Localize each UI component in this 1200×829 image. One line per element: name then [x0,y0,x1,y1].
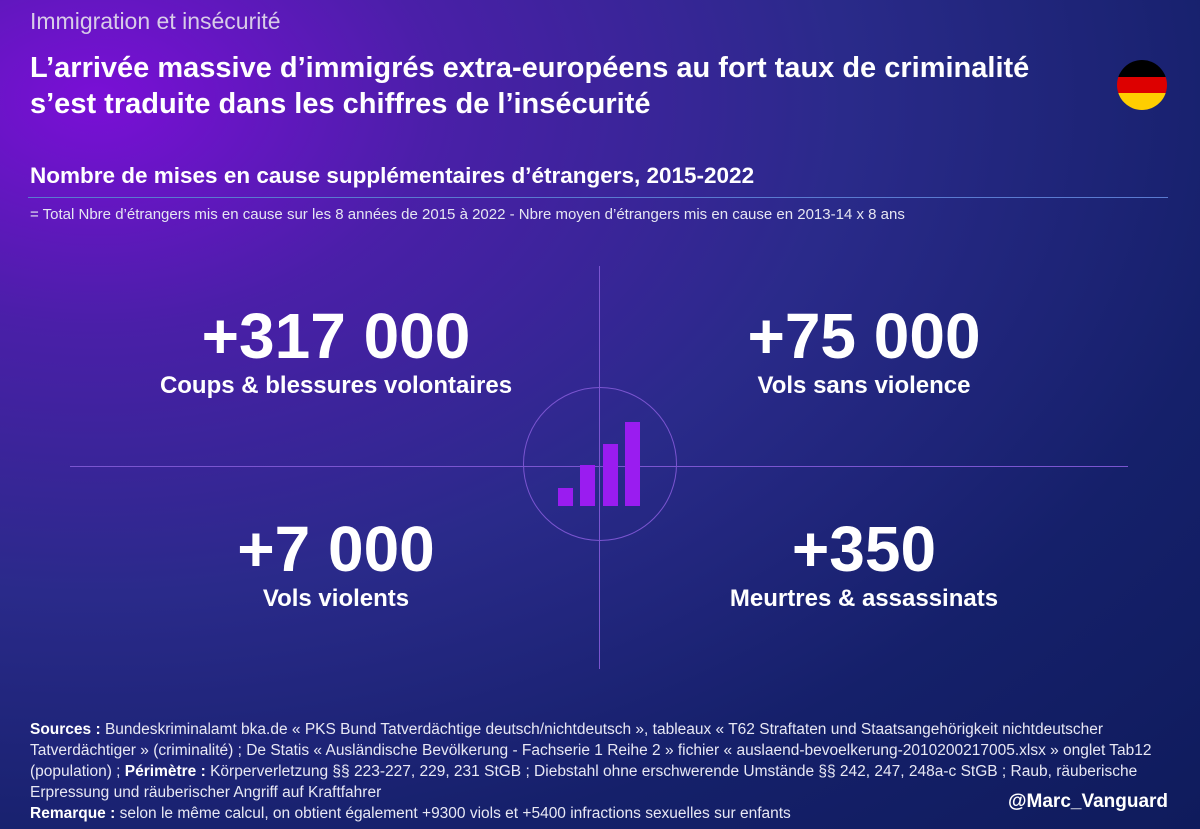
perimetre-text: Körperverletzung §§ 223-227, 229, 231 StGB ; Diebstahl ohne erschwerende Umstände §§ 242, 247, 248a-c StGB ; Raub, räuberische Erpressung und räuberischer Angriff auf Kraftfahrer [30,763,1138,801]
formula-note: = Total Nbre d’étrangers mis en cause sur les 8 années de 2015 à 2022 - Nbre moyen d’étrangers mis en cause en 2013-14 x 8 ans [30,206,905,223]
headline: L’arrivée massive d’immigrés extra-européens au fort taux de criminalité s’est traduite dans les chiffres de l’insécurité [30,52,1030,120]
sources-footer [30,719,1170,824]
remarque-label: Remarque : [30,805,116,822]
stat-assault [76,300,596,400]
germany-flag-icon [1117,60,1167,110]
perimetre-label: Périmètre : [124,763,206,780]
section-divider [28,197,1168,198]
stat-value: +317 000 [201,300,471,372]
category-label: Immigration et insécurité [30,8,281,34]
stat-label: Vols sans violence [757,372,971,399]
author-handle: @Marc_Vanguard [1008,791,1169,812]
stat-label: Meurtres & assassinats [729,585,999,612]
stat-theft-violent [76,513,596,613]
stat-value: +7 000 [237,513,435,585]
stat-label: Vols violents [262,585,410,612]
section-title: Nombre de mises en cause supplémentaires d’étrangers, 2015-2022 [30,163,755,188]
remarque-text: selon le même calcul, on obtient également +9300 viols et +5400 infractions sexuelles sur enfants [115,805,791,822]
stat-label: Coups & blessures volontaires [159,372,513,399]
sources-text: Bundeskriminalamt bka.de « PKS Bund Tatverdächtige deutsch/nichtdeutsch », tableaux « T62 Straftaten und Staatsangehörigkeit nichtdeutscher Tatverdächtiger » (criminalité) ; De Statis « Ausländische Bevölkerung - Fachserie 1 Reihe 2 » fichier « auslaend-bevoelkerung-2010200217005.xlsx » onglet Tab12 (population) ; [30,721,1152,780]
stat-murders [604,513,1124,613]
sources-label: Sources : [30,721,101,738]
stat-value: +75 000 [747,300,981,372]
stat-theft-nonviolent [604,300,1124,400]
stat-value: +350 [791,513,937,585]
